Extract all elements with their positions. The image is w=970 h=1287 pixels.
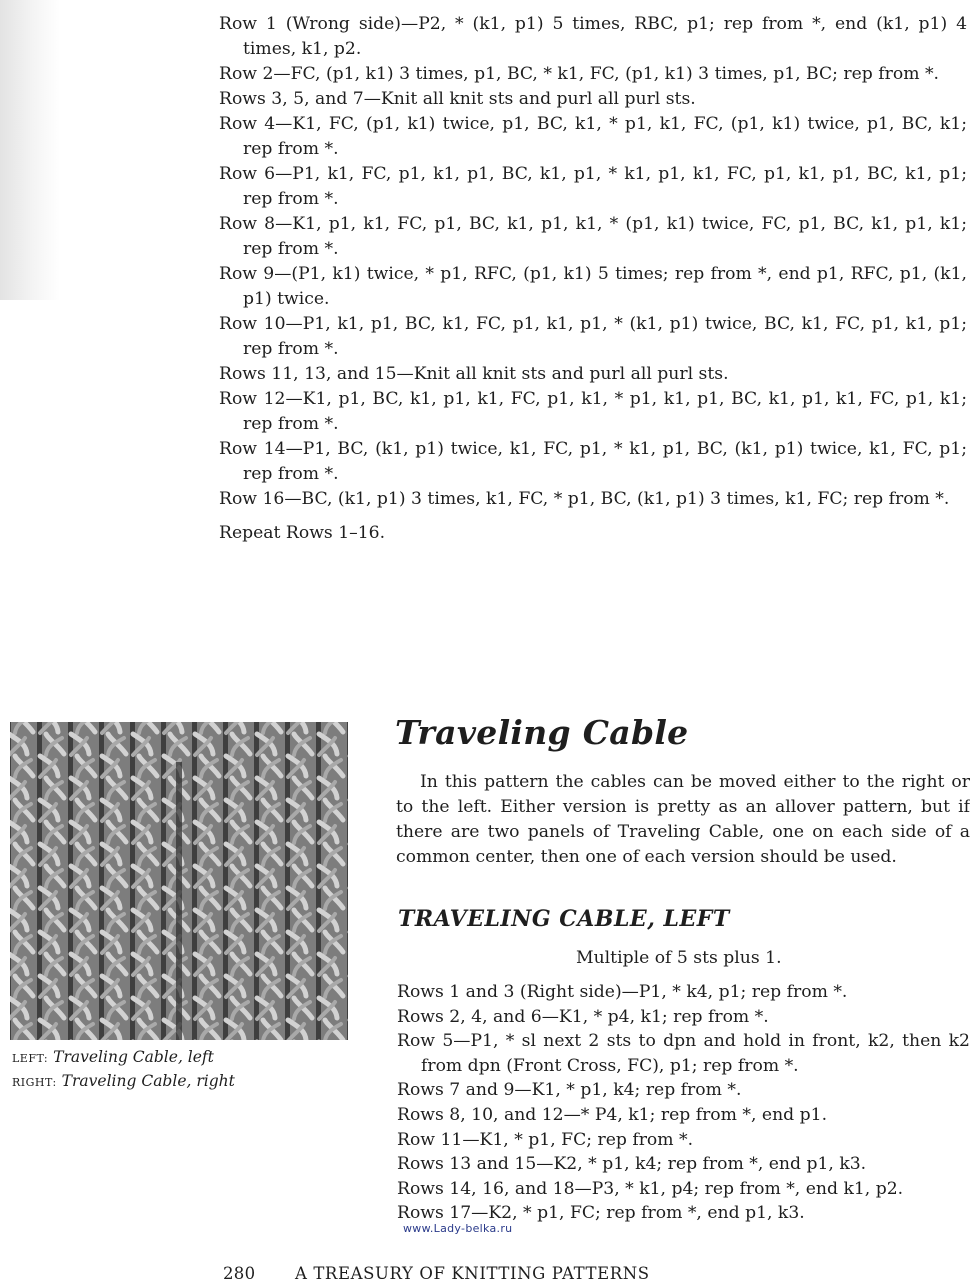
- instruction-row: Rows 7 and 9—K1, * p1, k4; rep from *.: [397, 1080, 742, 1101]
- instruction-row: Row 11—K1, * p1, FC; rep from *.: [397, 1129, 694, 1150]
- watermark-url: www.Lady-belka.ru: [403, 1222, 513, 1235]
- swatch-purl-gutter: [223, 722, 228, 1040]
- instruction-row: Rows 1 and 3 (Right side)—P1, * k4, p1; rep from *.: [397, 982, 848, 1002]
- instruction-row: Row 4—K1, FC, (p1, k1) twice, p1, BC, k1, * p1, k1, FC, (p1, k1) twice, p1, BC, k1; rep from *.: [219, 114, 967, 159]
- section-title: Traveling Cable: [395, 713, 689, 752]
- stitch-multiple: Multiple of 5 sts plus 1.: [576, 948, 782, 968]
- subsection-title: TRAVELING CABLE, LEFT: [398, 906, 730, 932]
- instruction-row: Rows 2, 4, and 6—K1, * p4, k1; rep from *.: [397, 1006, 769, 1027]
- swatch-purl-gutter: [254, 722, 259, 1040]
- swatch-purl-gutter: [37, 722, 42, 1040]
- caption-text: Traveling Cable, left: [53, 1048, 214, 1066]
- photo-captions: [12, 1046, 352, 1094]
- instruction-row: Rows 8, 10, and 12—* P4, k1; rep from *, end p1.: [397, 1104, 828, 1125]
- knitted-swatch-photo: [10, 722, 348, 1040]
- caption-text: Traveling Cable, right: [61, 1072, 235, 1090]
- bottom-instruction-list: [397, 980, 970, 1226]
- page-number: 280: [223, 1264, 256, 1283]
- caption-left: [12, 1046, 352, 1070]
- page-edge-shadow: [0, 0, 60, 300]
- instruction-row: Row 8—K1, p1, k1, FC, p1, BC, k1, p1, k1, * (p1, k1) twice, FC, p1, BC, k1, p1, k1; rep from *.: [219, 214, 967, 259]
- instruction-row: Row 14—P1, BC, (k1, p1) twice, k1, FC, p1, * k1, p1, BC, (k1, p1) twice, k1, FC, p1; rep from *.: [219, 439, 967, 484]
- swatch-purl-gutter: [192, 722, 197, 1040]
- instruction-row: Rows 17—K2, * p1, FC; rep from *, end p1, k3.: [397, 1203, 805, 1224]
- swatch-purl-gutter: [161, 722, 166, 1040]
- instruction-row: Row 10—P1, k1, p1, BC, k1, FC, p1, k1, p1, * (k1, p1) twice, BC, k1, FC, p1, k1, p1; rep from *.: [219, 314, 967, 359]
- instruction-row: Rows 13 and 15—K2, * p1, k4; rep from *, end p1, k3.: [397, 1154, 867, 1175]
- page-footer: [223, 1264, 650, 1283]
- intro-paragraph: In this pattern the cables can be moved either to the right or to the left. Either version is pretty as an allover pattern, but if there are two panels of Traveling Cable, one on each side of a common center, then one of each version should be used.: [396, 772, 970, 867]
- book-title: A TREASURY OF KNITTING PATTERNS: [294, 1264, 650, 1283]
- swatch-purl-gutter: [99, 722, 104, 1040]
- swatch-purl-gutter: [316, 722, 321, 1040]
- top-instruction-list: [219, 12, 967, 546]
- instruction-row: Row 5—P1, * sl next 2 sts to dpn and hold in front, k2, then k2 from dpn (Front Cross, FC), p1; rep from *.: [397, 1031, 970, 1076]
- instruction-row: Row 1 (Wrong side)—P2, * (k1, p1) 5 times, RBC, p1; rep from *, end (k1, p1) 4 times, k1, p2.: [219, 14, 967, 59]
- swatch-center-seam: [176, 762, 182, 1040]
- swatch-purl-gutter: [68, 722, 73, 1040]
- swatch-purl-gutter: [285, 722, 290, 1040]
- instruction-row: Rows 3, 5, and 7—Knit all knit sts and purl all purl sts.: [219, 89, 696, 109]
- instruction-row: Rows 11, 13, and 15—Knit all knit sts and purl all purl sts.: [219, 364, 729, 384]
- instruction-row: Row 16—BC, (k1, p1) 3 times, k1, FC, * p1, BC, (k1, p1) 3 times, k1, FC; rep from *.: [219, 489, 950, 509]
- swatch-purl-gutter: [130, 722, 135, 1040]
- caption-label: RIGHT:: [12, 1076, 57, 1089]
- swatch-purl-gutter: [347, 722, 348, 1040]
- caption-right: [12, 1070, 352, 1094]
- instruction-row: Row 12—K1, p1, BC, k1, p1, k1, FC, p1, k1, * p1, k1, p1, BC, k1, p1, k1, FC, p1, k1; rep from *.: [219, 389, 967, 434]
- instruction-row: Row 9—(P1, k1) twice, * p1, RFC, (p1, k1) 5 times; rep from *, end p1, RFC, p1, (k1, p1) twice.: [219, 264, 967, 309]
- instruction-row: Rows 14, 16, and 18—P3, * k1, p4; rep from *, end k1, p2.: [397, 1178, 904, 1199]
- swatch-texture: [10, 722, 348, 1040]
- repeat-instruction: Repeat Rows 1–16.: [219, 523, 386, 543]
- caption-label: LEFT:: [12, 1052, 49, 1065]
- instruction-row: Row 2—FC, (p1, k1) 3 times, p1, BC, * k1, FC, (p1, k1) 3 times, p1, BC; rep from *.: [219, 64, 940, 84]
- instruction-row: Row 6—P1, k1, FC, p1, k1, p1, BC, k1, p1, * k1, p1, k1, FC, p1, k1, p1, BC, k1, p1; rep from *.: [219, 164, 967, 209]
- swatch-purl-gutter: [10, 722, 11, 1040]
